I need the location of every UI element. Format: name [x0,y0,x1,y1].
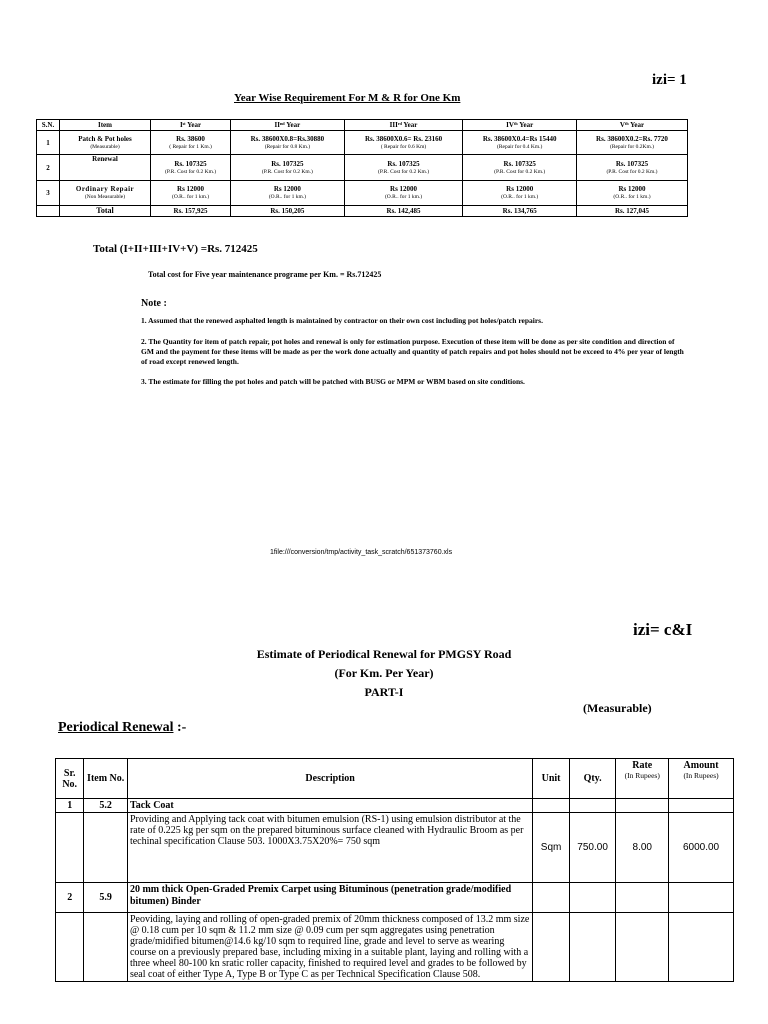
header-year-1: Iˢᵗ Year [151,120,231,131]
header-year-3: IIIʳᵈ Year [344,120,463,131]
total-value: Rs. 142,485 [344,206,463,217]
table-row [37,131,688,155]
note-2: 2. The Quantity for item of patch repair, pot holes and renewal is only for estimation purpose. Execution of these item will be done as per site condition and direction of GM and the payment for these items will be made as per the work done actually and quantity of patch repairs and pot holes should not be exceed to 4% per year of length of road except renewed length. [141,337,684,366]
total-value: Rs. 157,925 [151,206,231,217]
header-qty: Qty. [569,759,616,799]
header-unit: Unit [533,759,569,799]
row-cell: Rs 12000 (O.R.. for 1 km.) [151,181,231,206]
row-cell: Rs. 38600X0.2=Rs. 7720 (Repair for 0.2Km.) [576,131,687,155]
page-number-2: izi= c&I [633,620,693,639]
table-row: Providing and Applying tack coat with bitumen emulsion (RS-1) using emulsion distributor at the rate of 0.225 kg per sqm on the prepared bituminous surface cleaned with Hydraulic Broom as per techinal specification Clause 503. 1000X3.75X20%= 750 sqm Sqm 750.00 8.00 6000.00 [56,813,734,883]
row-cell: Rs 12000 (O.R.. for 1 km.) [231,181,345,206]
year-wise-table [36,119,688,217]
row-cell: Rs. 38600X0.8=Rs.30880 (Repair for 0.8 Km.) [231,131,345,155]
header-sn: S.N. [37,120,60,131]
row-cell: Rs. 38600 ( Repair for 1 Km.) [151,131,231,155]
section-heading: Periodical Renewal :- [58,720,187,735]
header-item-no: Item No. [84,759,128,799]
total-cost-line: Total cost for Five year maintenance programe per Km. = Rs.712425 [148,270,382,279]
row-sn: 1 [37,131,60,155]
title-line-2: (For Km. Per Year) [334,666,434,680]
row-cell: Rs. 107325 (P.R. Cost for 0.2 Km.) [344,155,463,181]
row-item: Patch & Pot holes (Measurable) [60,131,151,155]
table-row: 1 5.2 Tack Coat [56,799,734,813]
file-footer: 1file:///conversion/tmp/activity_task_scratch/651373760.xls [270,549,453,556]
row-item: Renewal [60,155,151,181]
table-row [37,181,688,206]
grand-total: Total (I+II+III+IV+V) =Rs. 712425 [93,243,258,255]
total-value: Rs. 150,205 [231,206,345,217]
header-year-2: IIⁿᵈ Year [231,120,345,131]
row-cell: Rs. 107325 (P.R. Cost for 0.2 Km.) [151,155,231,181]
total-value: Rs. 127,045 [576,206,687,217]
table-row [37,155,688,181]
estimate-title [200,645,568,702]
measurable-label: (Measurable) [583,701,652,715]
title-line-3: PART-I [364,685,404,699]
row-cell: Rs. 107325 (P.R. Cost for 0.2 Km.) [231,155,345,181]
renewal-table [55,758,734,982]
note-heading: Note : [141,298,167,309]
row-item: Ordinary Repair (Non Measurable) [60,181,151,206]
header-year-4: IVᵗʰ Year [463,120,577,131]
page-title-1: Year Wise Requirement For M & R for One Km [234,92,461,104]
row-cell: Rs. 38600X0.4=Rs 15440 (Repair for 0.4 Km.) [463,131,577,155]
header-description: Description [127,759,532,799]
header-year-5: Vᵗʰ Year [576,120,687,131]
header-amount: Amount (In Rupees) [669,759,734,799]
title-line-1: Estimate of Periodical Renewal for PMGSY Road [256,647,512,661]
header-rate: Rate (In Rupees) [616,759,669,799]
row-cell: Rs 12000 (O.R.. for 1 km.) [576,181,687,206]
note-1: 1. Assumed that the renewed asphalted length is maintained by contractor on their own cost including pot holes/patch repairs. [141,316,543,325]
note-3: 3. The estimate for filling the pot holes and patch will be patched with BUSG or MPM or WBM based on site conditions. [141,377,525,386]
header-item: Item [60,120,151,131]
table-row: 2 5.9 20 mm thick Open-Graded Premix Carpet using Bituminous (penetration grade/modified bitumen) Binder [56,883,734,913]
table-row: Peoviding, laying and rolling of open-graded premix of 20mm thickness composed of 13.2 mm size @ 0.18 cum per 10 sqm & 11.2 mm size @ 0.09 cum per sqm aggregates using penetration grade/midified bitumen@14.6 kg/10 sqm to required line, grade and level to serve as wearing course on a previously prepared base, including mixing in a suitable plant, laying and rolling with a three wheel 80-100 kn sratic roller capacity, finished to required level and grades to be followed by seal coat of either Type A, Type B or Type C as per Technical Specification Clause 508. [56,913,734,982]
page-number-1: izi= 1 [652,72,687,88]
total-row [37,206,688,217]
row-cell: Rs 12000 (O.R.. for 1 km.) [463,181,577,206]
row-cell: Rs. 107325 (P.R. Cost for 0.2 Km.) [576,155,687,181]
row-cell: Rs. 38600X0.6= Rs. 23160 ( Repair for 0.6 Km) [344,131,463,155]
notes [141,316,686,387]
row-cell: Rs. 107325 (P.R. Cost for 0.2 Km.) [463,155,577,181]
row-sn: 2 [37,155,60,181]
total-label: Total [60,206,151,217]
row-sn: 3 [37,181,60,206]
row-cell: Rs 12000 (O.R.. for 1 km.) [344,181,463,206]
header-sr-no: Sr. No. [56,759,84,799]
total-value: Rs. 134,765 [463,206,577,217]
